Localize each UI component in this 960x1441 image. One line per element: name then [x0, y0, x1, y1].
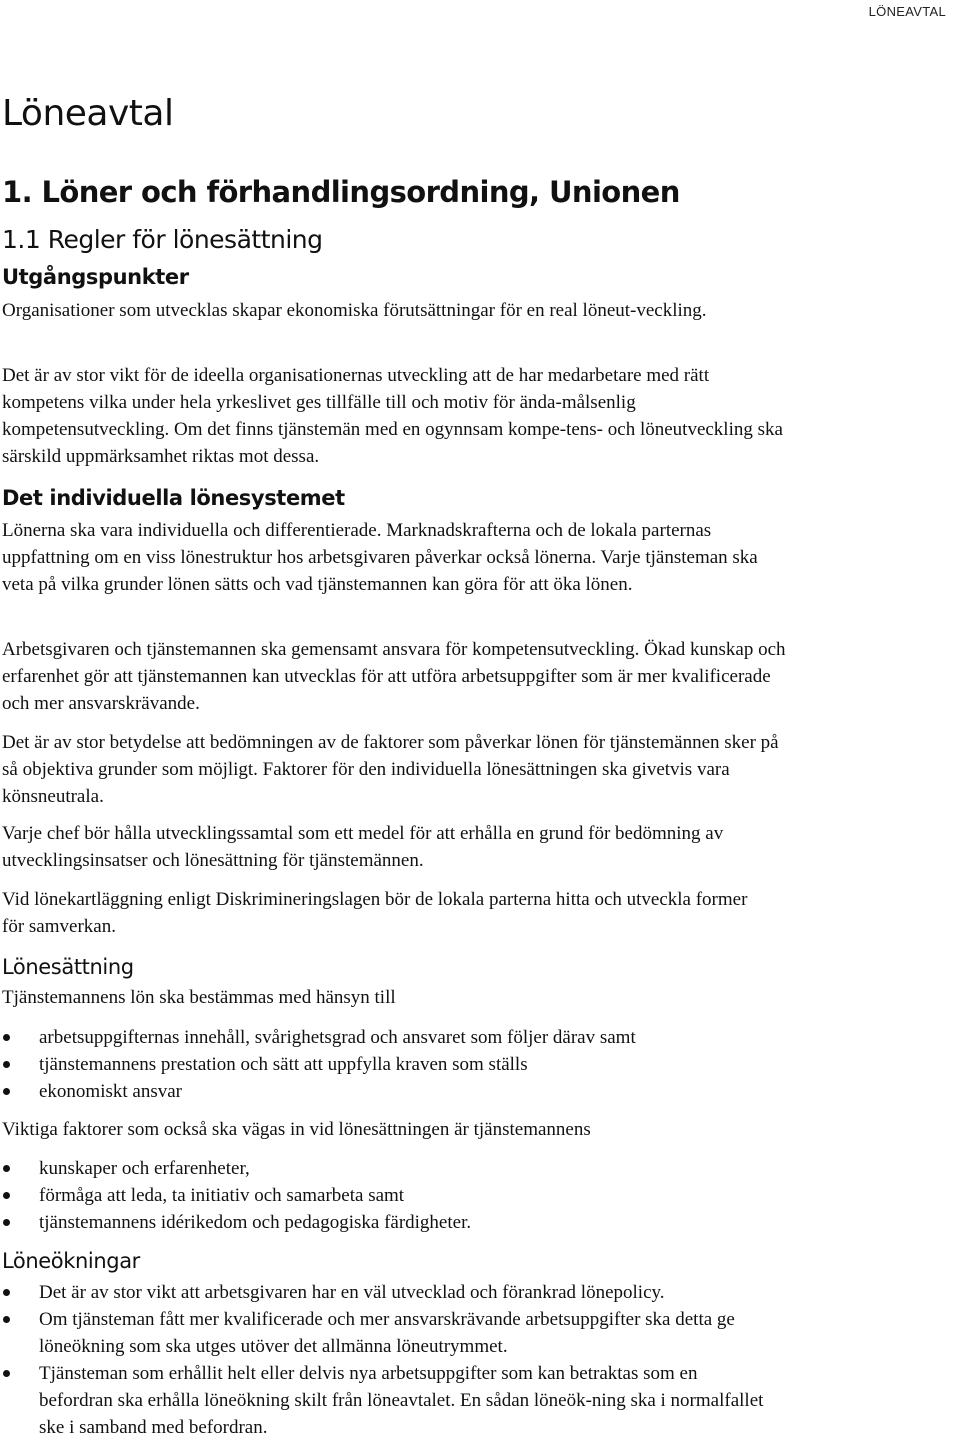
paragraph: Organisationer som utvecklas skapar ekonomiska förutsättningar för en real löneut-veckling. [2, 300, 707, 321]
list-item: tjänstemannens prestation och sätt att uppfylla kraven som ställs [2, 1051, 802, 1078]
bullet-icon [3, 1061, 10, 1068]
bullet-icon [3, 1370, 10, 1377]
list-item: kunskaper och erfarenheter, [2, 1155, 802, 1182]
list-item: förmåga att leda, ta initiativ och samarbeta samt [2, 1182, 802, 1209]
list-item: Det är av stor vikt att arbetsgivaren har en väl utvecklad och förankrad lönepolicy. [2, 1279, 792, 1306]
paragraph: Tjänstemannens lön ska bestämmas med hänsyn till [2, 987, 396, 1008]
bullet-icon [3, 1192, 10, 1199]
bullet-icon [3, 1289, 10, 1296]
bullet-list [2, 1279, 792, 1441]
list-item: tjänstemannens idérikedom och pedagogiska färdigheter. [2, 1209, 802, 1236]
list-item: Tjänsteman som erhållit helt eller delvis nya arbetsuppgifter som kan betraktas som en befordran ska erhålla löneökning skilt från löneavtalet. En sådan löneök-ning ska i normalfallet ske i samband med befordran. [2, 1360, 792, 1441]
list-item: arbetsuppgifternas innehåll, svårighetsgrad och ansvaret som följer därav samt [2, 1024, 802, 1051]
bullet-list [2, 1155, 802, 1236]
list-item: Om tjänsteman fått mer kvalificerade och mer ansvarskrävande arbetsuppgifter ska detta ge löneökning som ska utges utöver det allmänna löneutrymmet. [2, 1306, 792, 1360]
heading-utgangspunkter: Utgångspunkter [2, 265, 189, 289]
section-heading-1: 1. Löner och förhandlingsordning, Unionen [2, 175, 680, 209]
heading-individuella-lonesystemet: Det individuella lönesystemet [2, 486, 345, 510]
bullet-icon [3, 1316, 10, 1323]
bullet-icon [3, 1088, 10, 1095]
paragraph: Det är av stor betydelse att bedömningen av de faktorer som påverkar lönen för tjänstemännen sker på så objektiva grunder som möjligt. Faktorer för den individuella lönesättningen ska givetvis vara könsneutrala. [2, 732, 779, 807]
paragraph: Arbetsgivaren och tjänstemannen ska gemensamt ansvara för kompetensutveckling. Ökad kunskap och erfarenhet gör att tjänstemannen kan utvecklas för att utföra arbetsuppgifter som är mer kvalificerade och mer ansvarskrävande. [2, 639, 786, 714]
paragraph: Det är av stor vikt för de ideella organisationernas utveckling att de har medarbetare med rätt kompetens vilka under hela yrkeslivet ges tillfälle till och motiv för ända-målsenlig kompetensutveckling. Om det finns tjänstemän med en ogynnsam kompe-tens- och löneutveckling ska särskild uppmärksamhet riktas mot dessa. [2, 365, 783, 467]
bullet-list [2, 1024, 802, 1105]
heading-loneokningar: Löneökningar [2, 1249, 140, 1273]
paragraph: Vid lönekartläggning enligt Diskrimineringslagen bör de lokala parterna hitta och utveckla former för samverkan. [2, 889, 748, 937]
running-header: LÖNEAVTAL [868, 4, 946, 19]
document-title: Löneavtal [2, 93, 174, 134]
list-item: ekonomiskt ansvar [2, 1078, 802, 1105]
bullet-icon [3, 1165, 10, 1172]
bullet-icon [3, 1034, 10, 1041]
bullet-icon [3, 1219, 10, 1226]
section-heading-1-1: 1.1 Regler för lönesättning [2, 225, 323, 254]
paragraph: Lönerna ska vara individuella och differentierade. Marknadskrafterna och de lokala parternas uppfattning om en viss lönestruktur hos arbetsgivaren påverkar också lönerna. Varje tjänsteman ska veta på vilka grunder lönen sätts och vad tjänstemannen kan göra för att öka lönen. [2, 520, 758, 595]
heading-lonesattning: Lönesättning [2, 955, 134, 979]
paragraph: Viktiga faktorer som också ska vägas in vid lönesättningen är tjänstemannens [2, 1119, 591, 1140]
paragraph: Varje chef bör hålla utvecklingssamtal som ett medel för att erhålla en grund för bedömning av utvecklingsinsatser och lönesättning för tjänstemännen. [2, 823, 724, 871]
